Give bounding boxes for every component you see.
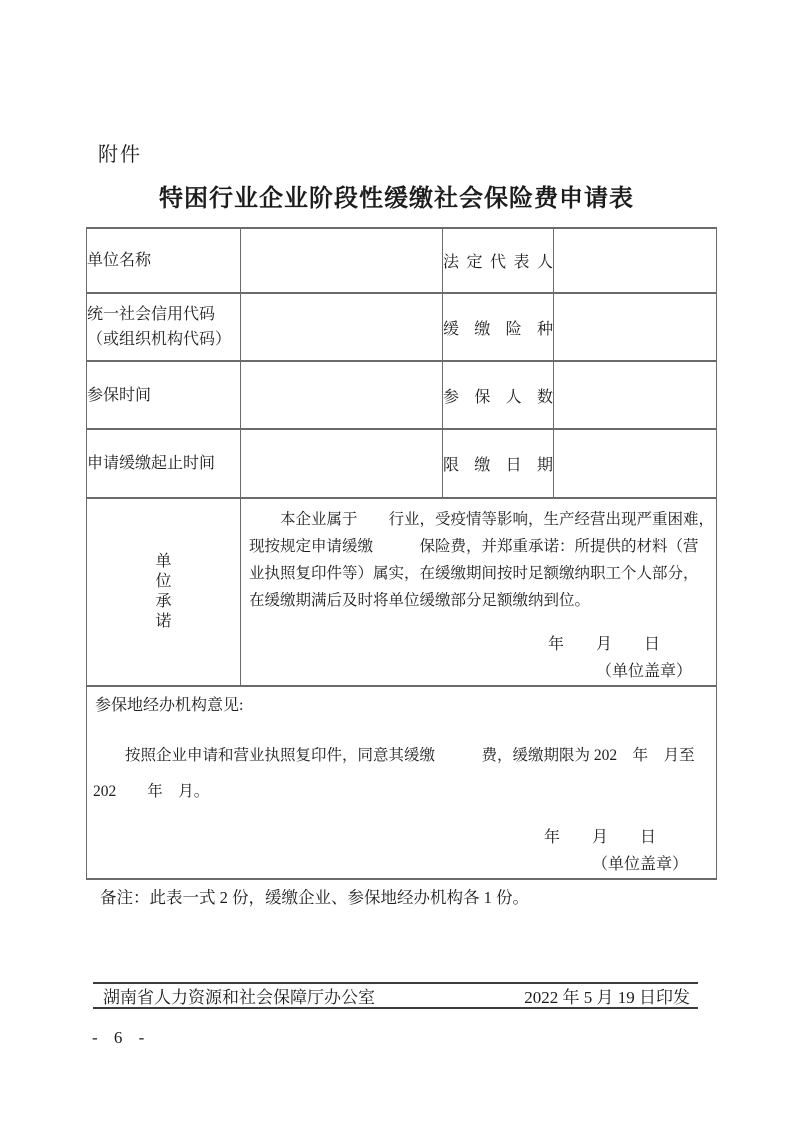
payment-deadline-value-cell [554, 429, 717, 498]
legal-representative-label: 法定代表人 [443, 228, 554, 293]
remark-note: 备注：此表一式 2 份，缓缴企业、参保地经办机构各 1 份。 [100, 888, 529, 907]
page-number: - 6 - [92, 1028, 151, 1047]
commitment-row [87, 498, 717, 686]
commitment-text-line: 本企业属于 行业，受疫情等影响，生产经营出现严重困难， [280, 511, 715, 528]
credit-code-label [87, 293, 241, 361]
agency-opinion-line: 202 年 月。 [93, 783, 210, 800]
deferred-insurance-label: 缓缴险种 [443, 293, 554, 361]
credit-code-label-line2: （或组织机构代码） [87, 331, 232, 348]
agency-opinion-cell [87, 686, 717, 879]
commitment-label-cell [87, 498, 241, 686]
commitment-date-blank: 年 月 日 [547, 636, 660, 653]
commitment-text-line: 在缓缴期满后及时将单位缓缴部分足额缴纳到位。 [249, 592, 591, 609]
table-row [87, 293, 717, 361]
issuance-footer [93, 982, 698, 1009]
commitment-text-cell [241, 498, 717, 686]
commitment-text-line: 现按规定申请缓缴 保险费，并郑重承诺：所提供的材料（营 [249, 538, 699, 555]
application-form-table [86, 227, 717, 880]
table-row [87, 429, 717, 498]
page-title: 特困行业企业阶段性缓缴社会保险费申请表 [159, 186, 634, 212]
agency-opinion-line: 按照企业申请和营业执照复印件，同意其缓缴 费，缓缴期限为 202 年 月至 [125, 747, 695, 764]
table-row [87, 361, 717, 429]
legal-representative-value-cell [554, 228, 717, 293]
insured-count-value-cell [554, 361, 717, 429]
commitment-vertical-label: 单位承诺 [155, 553, 172, 630]
issuing-office: 湖南省人力资源和社会保障厅办公室 [103, 988, 375, 1007]
agency-date-blank: 年 月 日 [543, 829, 656, 846]
deferred-insurance-value-cell [554, 293, 717, 361]
issue-date: 2022 年 5 月 19 日印发 [524, 988, 690, 1007]
commitment-stamp-note: （单位盖章） [595, 663, 692, 680]
unit-name-value-cell [241, 228, 443, 293]
deferral-period-value-cell [241, 429, 443, 498]
agency-opinion-row [87, 686, 717, 879]
table-row [87, 228, 717, 293]
enrollment-time-value-cell [241, 361, 443, 429]
payment-deadline-label: 限缴日期 [443, 429, 554, 498]
deferral-period-label: 申请缓缴起止时间 [87, 429, 241, 498]
agency-stamp-note: （单位盖章） [591, 856, 688, 873]
attachment-label: 附件 [98, 144, 142, 166]
enrollment-time-label: 参保时间 [87, 361, 241, 429]
insured-count-label: 参保人数 [443, 361, 554, 429]
agency-opinion-label: 参保地经办机构意见: [95, 697, 244, 714]
credit-code-value-cell [241, 293, 443, 361]
unit-name-label: 单位名称 [87, 228, 241, 293]
commitment-text-line: 业执照复印件等）属实，在缓缴期间按时足额缴纳职工个人部分， [249, 565, 699, 582]
credit-code-label-line1: 统一社会信用代码 [87, 306, 216, 323]
